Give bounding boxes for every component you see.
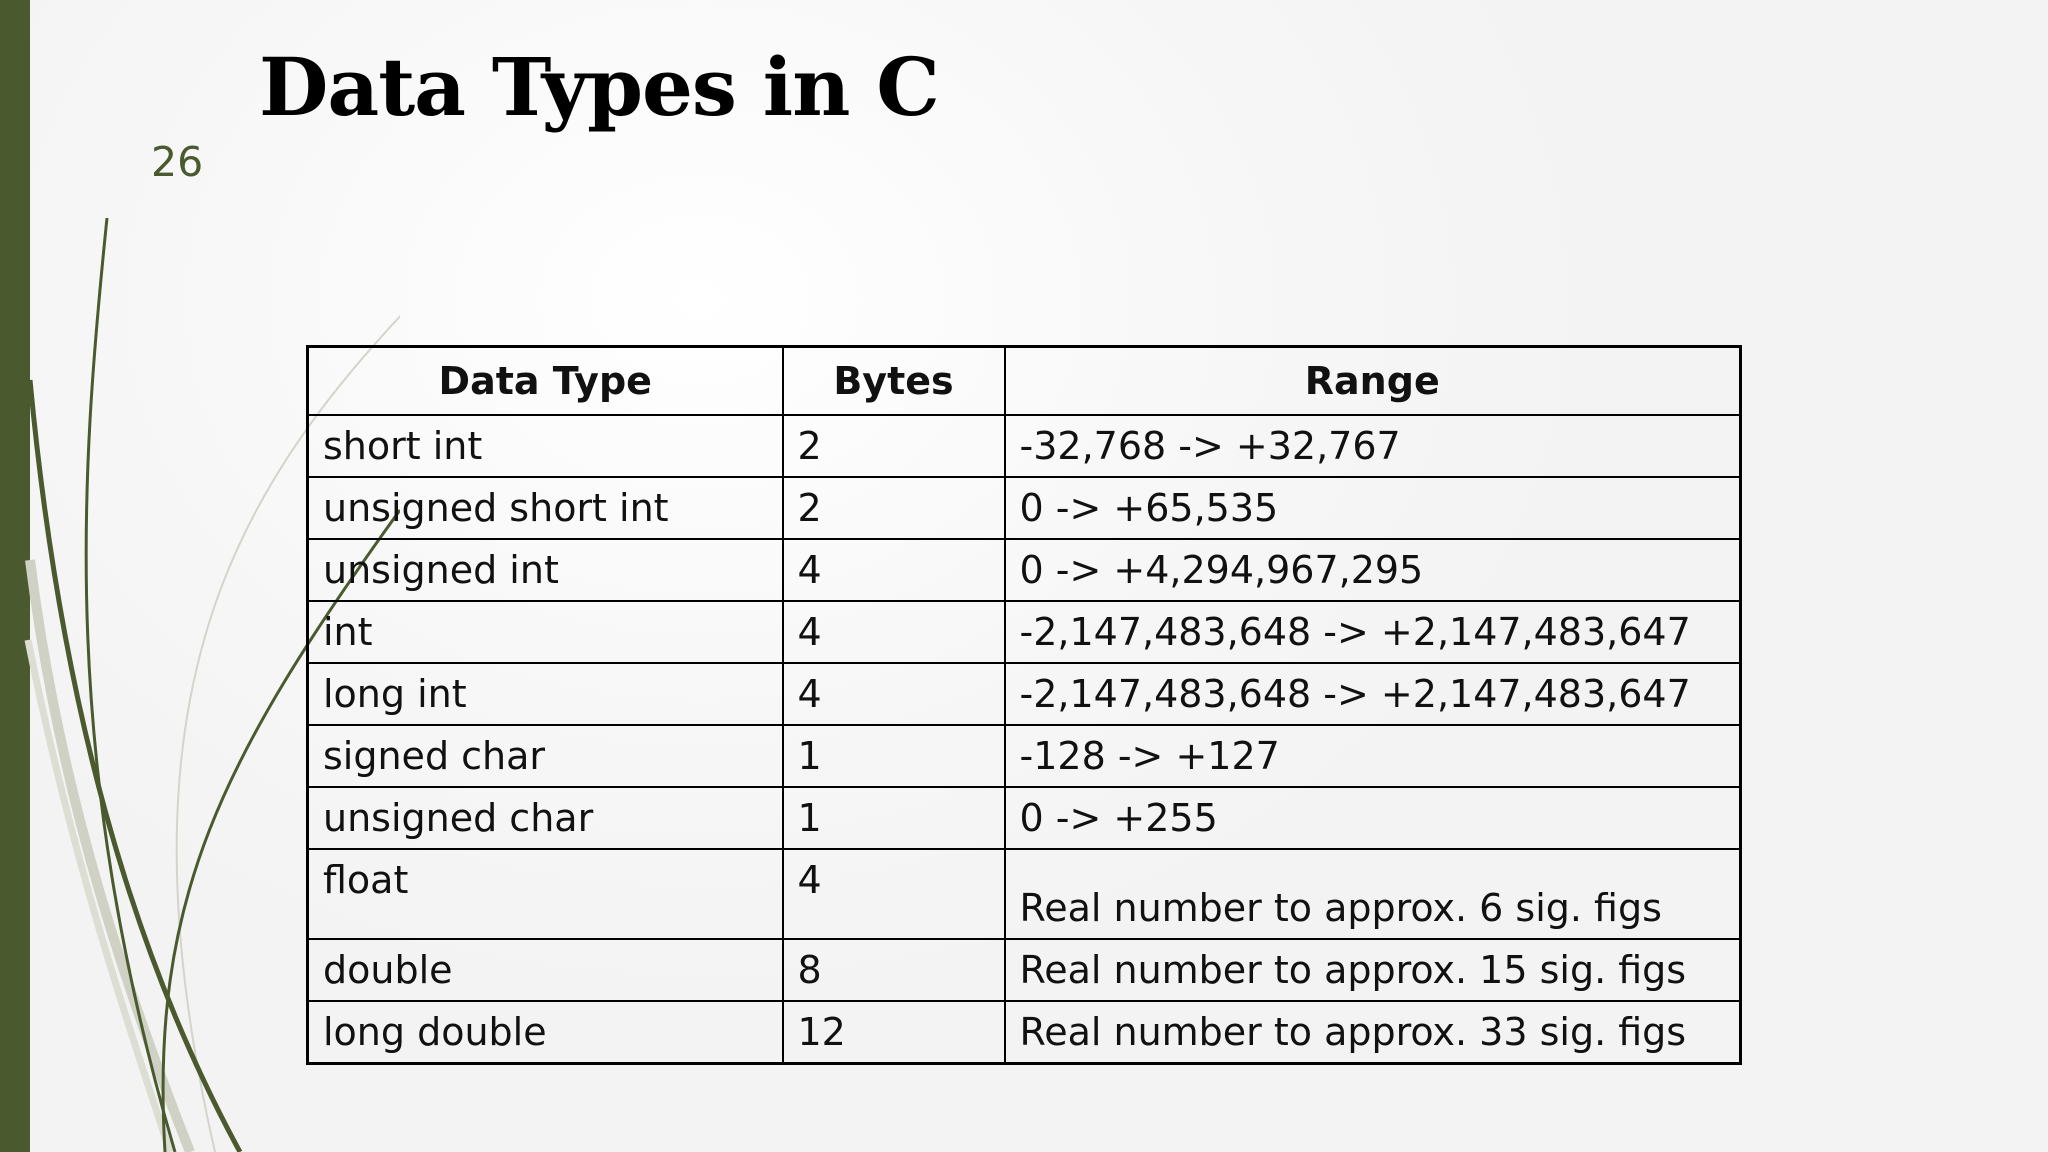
slide-title: Data Types in C <box>259 40 939 134</box>
cell-range: Real number to approx. 15 sig. figs <box>1005 939 1741 1001</box>
table-row <box>308 663 1741 725</box>
cell-bytes: 2 <box>783 415 1005 477</box>
cell-range: -32,768 -> +32,767 <box>1005 415 1741 477</box>
cell-bytes: 1 <box>783 787 1005 849</box>
table-row <box>308 477 1741 539</box>
cell-data-type: long double <box>308 1001 783 1064</box>
table-row <box>308 849 1741 939</box>
cell-data-type: long int <box>308 663 783 725</box>
column-header-data-type: Data Type <box>308 347 783 416</box>
cell-bytes: 4 <box>783 539 1005 601</box>
table-row <box>308 415 1741 477</box>
cell-data-type: unsigned char <box>308 787 783 849</box>
cell-range: 0 -> +255 <box>1005 787 1741 849</box>
cell-range: 0 -> +65,535 <box>1005 477 1741 539</box>
cell-data-type: unsigned int <box>308 539 783 601</box>
cell-range: -128 -> +127 <box>1005 725 1741 787</box>
cell-data-type: double <box>308 939 783 1001</box>
cell-data-type: int <box>308 601 783 663</box>
column-header-bytes: Bytes <box>783 347 1005 416</box>
cell-bytes: 12 <box>783 1001 1005 1064</box>
cell-range: Real number to approx. 33 sig. figs <box>1005 1001 1741 1064</box>
table-row <box>308 601 1741 663</box>
cell-bytes: 4 <box>783 601 1005 663</box>
cell-data-type: signed char <box>308 725 783 787</box>
cell-range: 0 -> +4,294,967,295 <box>1005 539 1741 601</box>
cell-range: -2,147,483,648 -> +2,147,483,647 <box>1005 601 1741 663</box>
cell-data-type: unsigned short int <box>308 477 783 539</box>
table-row <box>308 939 1741 1001</box>
cell-range: Real number to approx. 6 sig. figs <box>1005 849 1741 939</box>
data-types-table <box>306 345 1742 1065</box>
cell-data-type: short int <box>308 415 783 477</box>
table-row <box>308 539 1741 601</box>
table-row <box>308 1001 1741 1064</box>
column-header-range: Range <box>1005 347 1741 416</box>
table-row <box>308 725 1741 787</box>
cell-data-type: float <box>308 849 783 939</box>
cell-bytes: 4 <box>783 663 1005 725</box>
table-header-row <box>308 347 1741 416</box>
cell-bytes: 2 <box>783 477 1005 539</box>
cell-bytes: 4 <box>783 849 1005 939</box>
slide-number: 26 <box>151 138 204 186</box>
cell-bytes: 1 <box>783 725 1005 787</box>
cell-bytes: 8 <box>783 939 1005 1001</box>
cell-range: -2,147,483,648 -> +2,147,483,647 <box>1005 663 1741 725</box>
table-row <box>308 787 1741 849</box>
